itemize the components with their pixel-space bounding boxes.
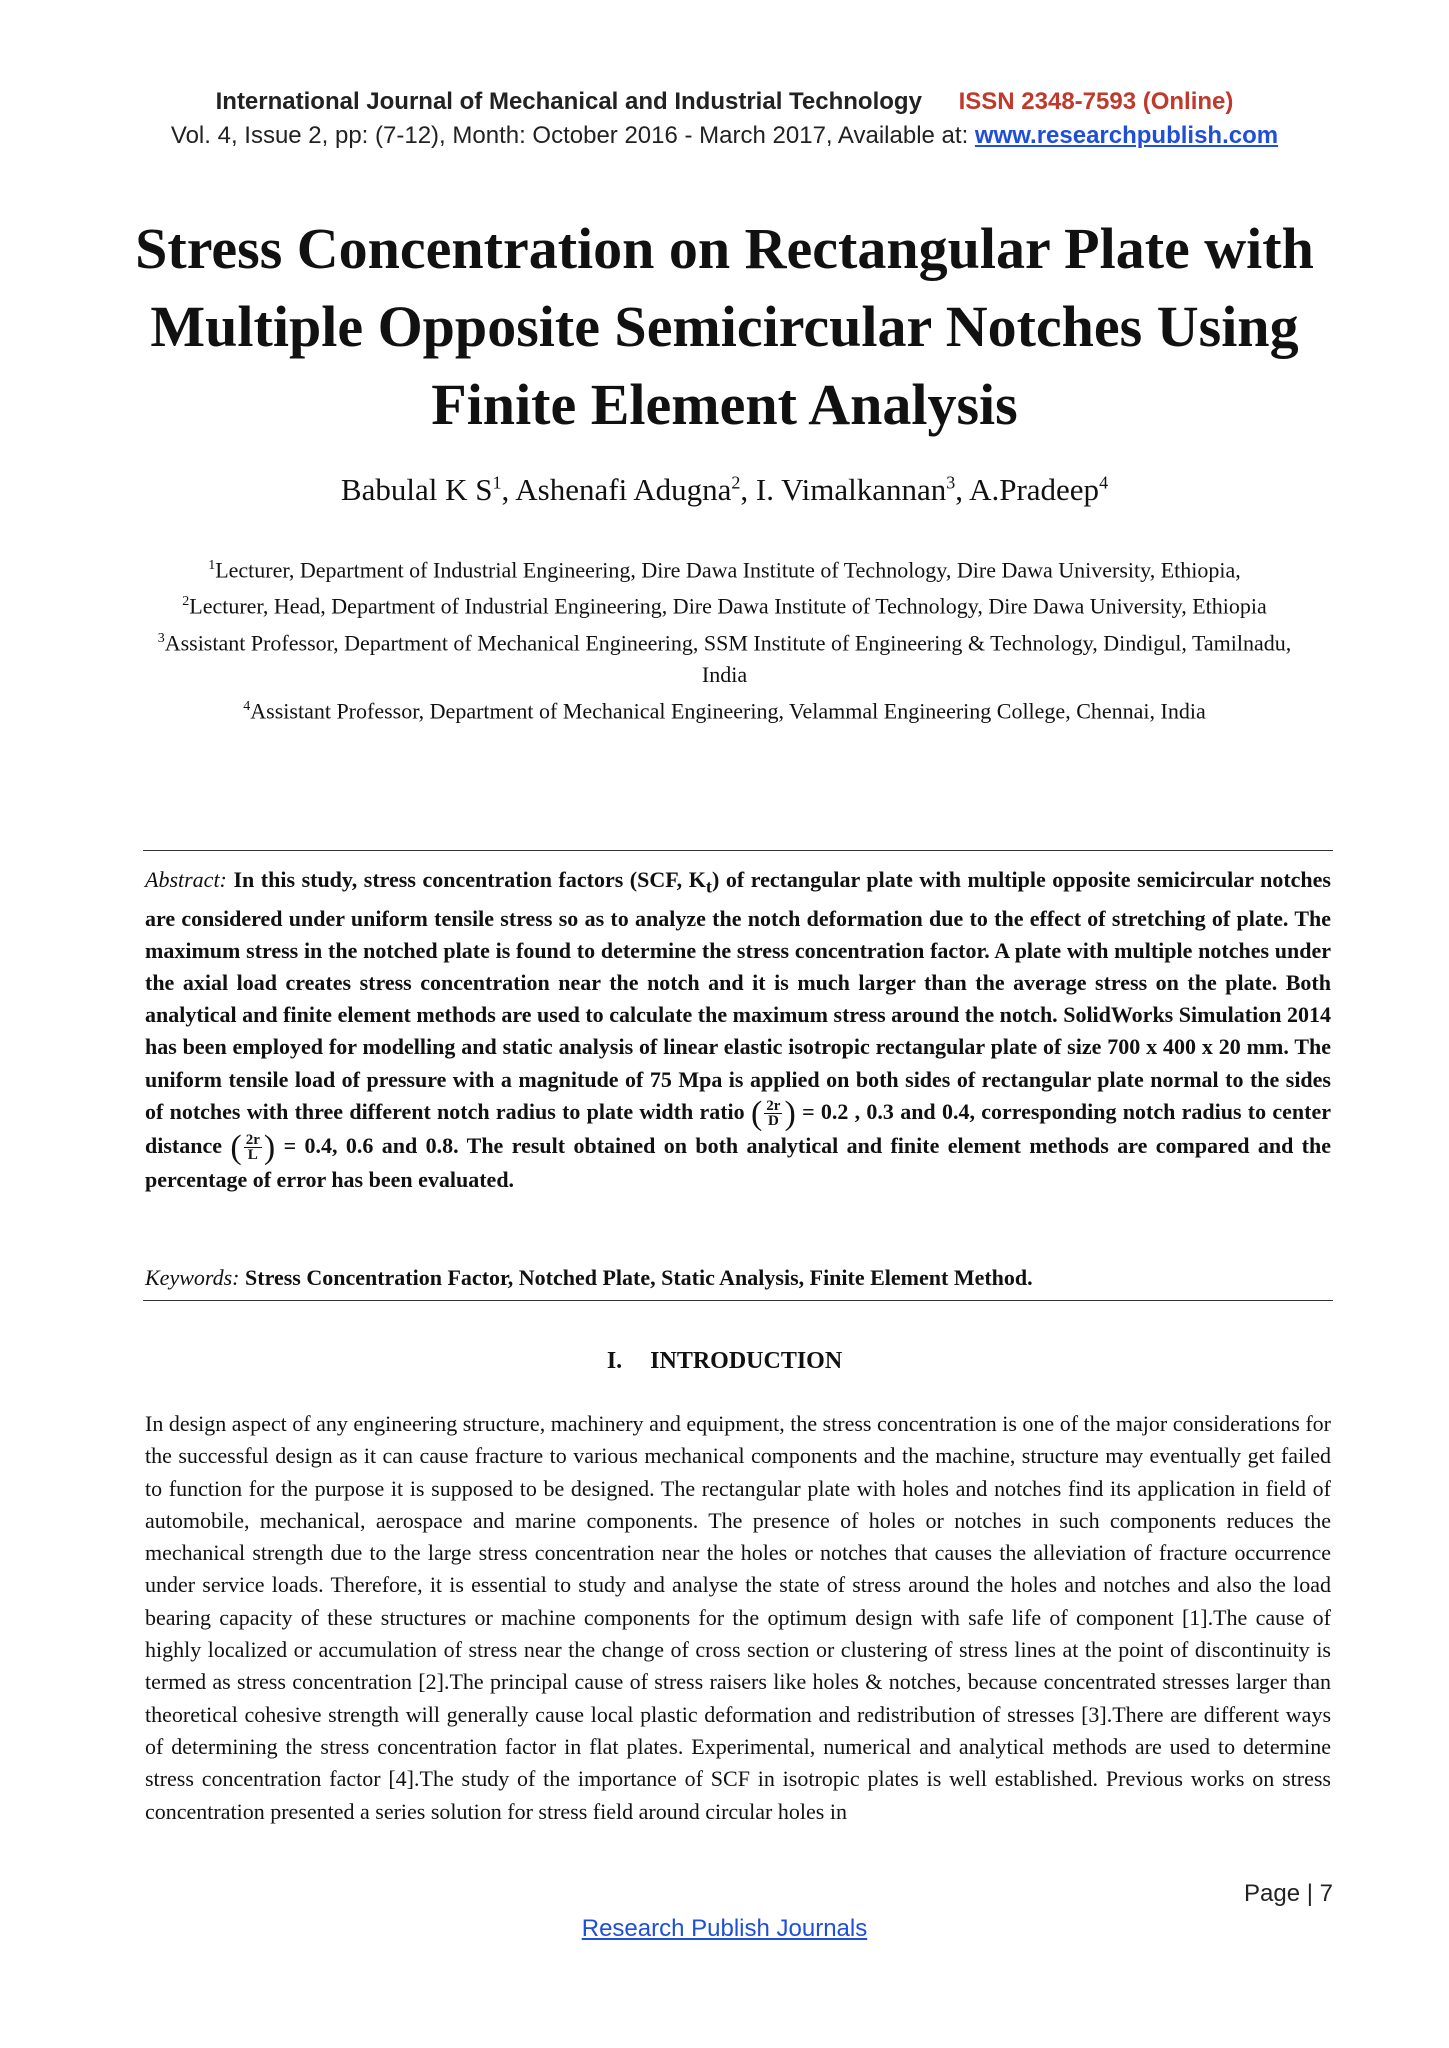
right-paren: ) [263, 1128, 276, 1166]
author-separator: , [955, 472, 970, 507]
journal-name: International Journal of Mechanical and Industrial Technology [215, 88, 922, 115]
section-number: I. [606, 1348, 623, 1374]
keywords-text: Stress Concentration Factor, Notched Plate, Static Analysis, Finite Element Method. [245, 1265, 1033, 1290]
affiliation-mark: 4 [243, 698, 251, 714]
left-paren: ( [750, 1094, 763, 1132]
abstract-text: = 0.4, 0.6 and 0.8. The result obtained on both analytical and finite element methods are compared and the percentage of error has been evaluated. [145, 1132, 1332, 1192]
ratio-2r-over-d [764, 1099, 782, 1128]
author-affil-mark: 1 [492, 472, 502, 493]
keywords-bottom-rule [143, 1300, 1333, 1301]
volume-info: Vol. 4, Issue 2, pp: (7-12), Month: October 2016 - March 2017, Available at: [170, 122, 969, 149]
section-title: INTRODUCTION [650, 1348, 843, 1374]
ratio-2r-over-l [244, 1133, 262, 1162]
abstract-text: In this study, stress concentration factors (SCF, K [233, 867, 706, 892]
journal-header [0, 88, 1449, 150]
fraction-denominator: D [767, 1113, 779, 1130]
journal-title-line [0, 88, 1449, 116]
author-separator: , [501, 472, 516, 507]
author-separator: , [740, 472, 756, 507]
fraction-denominator: L [247, 1147, 258, 1164]
affiliation-text: Assistant Professor, Department of Mechanical Engineering, Velammal Engineering College, Chennai, India [250, 698, 1206, 724]
keywords-label: Keywords: [145, 1265, 240, 1290]
left-paren: ( [230, 1128, 242, 1166]
footer [0, 1915, 1449, 1943]
author-list [0, 472, 1449, 508]
affiliation-text: Lecturer, Head, Department of Industrial Engineering, Dire Dawa Institute of Technology, Dire Dawa University, Ethiopia [189, 593, 1267, 619]
author-name: Babulal K S [340, 472, 493, 507]
kt-subscript: t [705, 876, 712, 897]
abstract-text: ) of rectangular plate with multiple opposite semicircular notches are considered under uniform tensile stress so as to analyze the notch deformation due to the effect of stretching of plate. The maximum stress in the notched plate is found to determine the stress concentration factor. A plate with multiple notches under the axial load creates stress concentration near the notch and it is much larger than the average stress on the plate. Both analytical and finite element methods are used to calculate the maximum stress around the notch. SolidWorks Simulation 2014 has been employed for modelling and static analysis of linear elastic isotropic rectangular plate of size 700 x 400 x 20 mm. The uniform tensile load of pressure with a magnitude of 75 Mpa is applied on both sides of rectangular plate normal to the sides of notches with three different notch radius to plate width ratio [145, 867, 1331, 1124]
author-affil-mark: 2 [731, 472, 741, 493]
affiliation-mark: 3 [157, 630, 165, 646]
fraction-numerator: 2r [245, 1132, 260, 1149]
keywords [145, 1265, 1331, 1291]
affiliation-mark: 2 [182, 594, 190, 610]
fraction-numerator: 2r [766, 1098, 781, 1115]
affiliation-item [140, 550, 1309, 586]
abstract-top-rule [143, 850, 1333, 851]
volume-line [0, 122, 1449, 150]
affiliation-text: Assistant Professor, Department of Mechanical Engineering, SSM Institute of Engineering & Technology, Dindigul, Tamilnadu, India [164, 629, 1292, 687]
abstract-text: = 0.2 , 0.3 and 0.4, corresponding notch radius to center distance [145, 1098, 1332, 1158]
affiliation-item [140, 623, 1309, 691]
affiliation-mark: 1 [208, 558, 216, 573]
author-affil-mark: 3 [946, 472, 956, 493]
author-affil-mark: 4 [1099, 472, 1109, 493]
affiliation-item [140, 691, 1309, 727]
abstract [145, 864, 1331, 1196]
footer-publisher-link[interactable]: Research Publish Journals [581, 1915, 868, 1942]
affiliations [140, 550, 1309, 727]
paper-title: Stress Concentration on Rectangular Plate with Multiple Opposite Semicircular Notches Using Finite Element Analysis [135, 216, 1314, 437]
abstract-label: Abstract: [145, 867, 227, 892]
right-paren: ) [784, 1094, 796, 1132]
issn: ISSN 2348-7593 (Online) [958, 88, 1234, 115]
author-name: Ashenafi Adugna [515, 472, 732, 507]
journal-url-link[interactable]: www.researchpublish.com [974, 122, 1279, 149]
affiliation-text: Lecturer, Department of Industrial Engineering, Dire Dawa Institute of Technology, Dire Dawa University, Ethiopia, [215, 557, 1241, 583]
section-heading [0, 1348, 1449, 1375]
author-name: I. Vimalkannan [755, 472, 947, 507]
introduction-paragraph: In design aspect of any engineering structure, machinery and equipment, the stress concentration is one of the major considerations for the successful design as it can cause fracture to various mechanical components and the machine, structure may eventually get failed to function for the purpose it is supposed to be designed. The rectangular plate with holes and notches find its application in field of automobile, mechanical, aerospace and marine components. The presence of holes or notches in such components reduces the mechanical strength due to the large stress concentration near the holes or notches that causes the alleviation of fracture occurrence under service loads. Therefore, it is essential to study and analyse the state of stress around the holes and notches and also the load bearing capacity of these structures or machine components for the optimum design with safe life of component [1].The cause of highly localized or accumulation of stress near the change of cross section or clustering of stress lines at the point of discontinuity is termed as stress concentration [2].The principal cause of stress raisers like holes & notches, because concentrated stresses larger than theoretical cohesive strength will generally cause local plastic deformation and redistribution of stresses [3].There are different ways of determining the stress concentration factor in flat plates. Experimental, numerical and analytical methods are used to determine stress concentration factor [4].The study of the importance of SCF in isotropic plates is well established. Previous works on stress concentration presented a series solution for stress field around circular holes in [145, 1411, 1331, 1824]
author-name: A.Pradeep [969, 472, 1100, 507]
page-number: Page | 7 [1244, 1880, 1333, 1907]
affiliation-item [140, 586, 1309, 622]
